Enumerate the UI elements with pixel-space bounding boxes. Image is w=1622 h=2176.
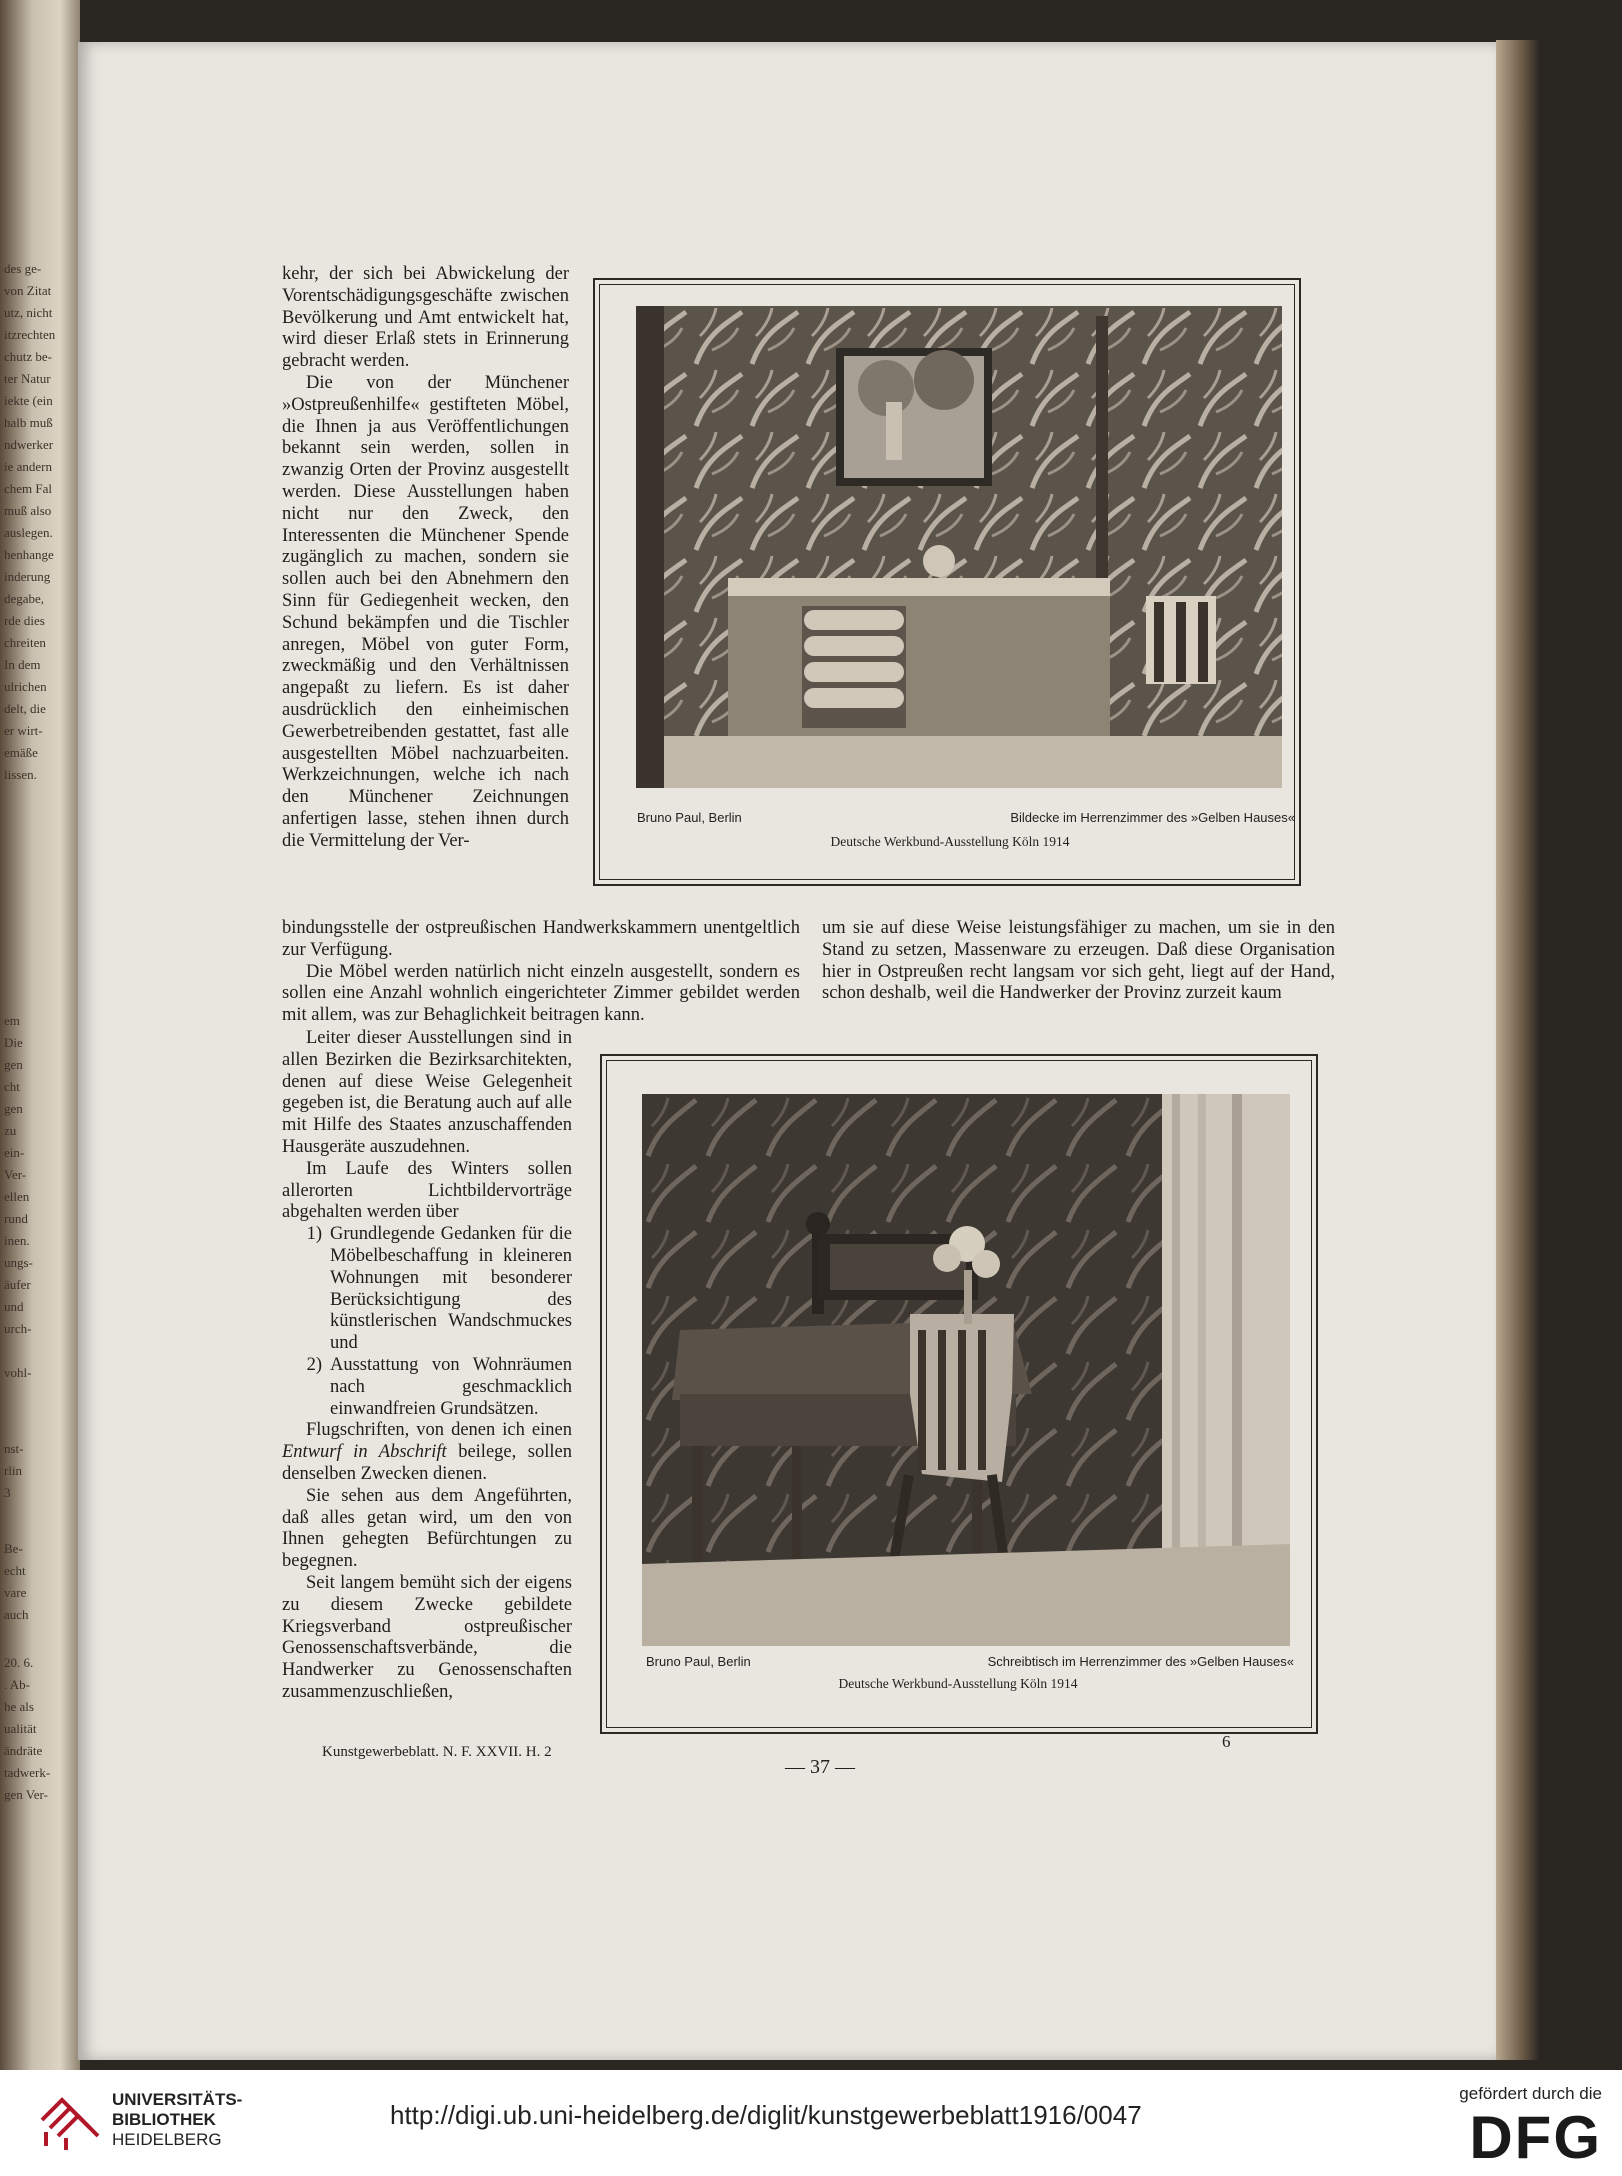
left-page-fragment-line: 3	[4, 1485, 11, 1500]
library-line-2: BIBLIOTHEK	[112, 2110, 216, 2129]
text-run: Flugschriften, von denen ich einen	[306, 1420, 572, 1441]
text-column-wide-left	[282, 918, 800, 1027]
left-page-fragment-line: gen Ver-	[4, 1787, 48, 1802]
left-page-fragment-line: rlin	[4, 1463, 23, 1478]
left-page-fragment-line: rde dies	[4, 613, 45, 628]
left-page-fragment-line: ter Natur	[4, 371, 51, 386]
text-column-wide-right	[822, 918, 1335, 1005]
paragraph: Im Laufe des Winters sollen allerorten Lichtbildervorträge abgehalten werden über	[282, 1158, 572, 1223]
left-page-fragment-line: ellen	[4, 1189, 30, 1204]
left-page-fragment-3	[4, 1362, 74, 1384]
left-page-fragment-line: chreiten	[4, 635, 46, 650]
left-page-fragment-line: urch-	[4, 1321, 32, 1336]
list-item	[282, 1224, 572, 1355]
list-text: Grundlegende Gedanken für die Möbelbeschaffung in kleineren Wohnungen mit besonderer Berücksichtigung des künstlerischen Wandschmuckes und	[330, 1224, 572, 1354]
photo-bildecke	[636, 306, 1282, 788]
figure1-title: Bildecke im Herrenzimmer des »Gelben Hauses«	[1010, 810, 1295, 825]
library-line-1: UNIVERSITÄTS-	[112, 2090, 243, 2109]
left-page-fragment-line: und	[4, 1299, 24, 1314]
text-column-left-top	[282, 264, 569, 853]
paragraph: Leiter dieser Ausstellungen sind in allen Bezirken die Bezirksarchitekten, denen auf diese Weise Gelegenheit gegeben ist, die Beratung auch auf alle mit Hilfe des Staates anzuschaffenden Hausgeräte auszudehnen.	[282, 1028, 572, 1157]
left-page-fragment-line: In dem	[4, 657, 41, 672]
library-name	[112, 2090, 242, 2150]
left-page-fragment-line: Be-	[4, 1541, 23, 1556]
left-page-fragment-line: rund	[4, 1211, 28, 1226]
left-page-fragment-line: ualität	[4, 1721, 37, 1736]
left-page-fragment-line: vare	[4, 1585, 27, 1600]
left-page-fragment-line: äufer	[4, 1277, 31, 1292]
left-page-fragment-line: muß also	[4, 503, 52, 518]
list-number: 2)	[306, 1354, 322, 1375]
paragraph: kehr, der sich bei Abwickelung der Vorentschädigungsgeschäfte zwischen Bevölkerung und Amt entwickelt hat, wird dieser Erlaß stets in Erinnerung gebracht werden.	[282, 264, 569, 372]
figure2-credit: Bruno Paul, Berlin	[646, 1654, 751, 1669]
signature-mark: 6	[1222, 1732, 1231, 1751]
left-page-fragment-line: des ge-	[4, 261, 42, 276]
left-page-fragment-line: itzrechten	[4, 327, 56, 342]
left-page-fragment-4	[4, 1438, 74, 1504]
paragraph: Seit langem bemüht sich der eigens zu diesem Zwecke gebildete Kriegsverband ostpreußischer Genossenschaftsverbände, die Handwerker zu Genossenschaften zusammenzuschließen,	[282, 1572, 572, 1702]
paragraph: Sie sehen aus dem Angeführten, daß alles getan wird, um den von Ihnen gehegten Befürchtungen zu begegnen.	[282, 1485, 572, 1572]
left-page-fragment-line: echt	[4, 1563, 26, 1578]
permalink-url[interactable]: http://digi.ub.uni-heidelberg.de/diglit/kunstgewerbeblatt1916/0047	[390, 2100, 1142, 2130]
left-page-fragment-line: gen	[4, 1101, 23, 1116]
left-page-fragment-5	[4, 1538, 74, 1626]
left-page-fragment-line: ungs-	[4, 1255, 33, 1270]
left-page-fragment-line: cht	[4, 1079, 20, 1094]
ub-heidelberg-logo-icon	[36, 2086, 102, 2156]
left-page-fragment-line: Die	[4, 1035, 23, 1050]
page-number: — 37 —	[785, 1756, 855, 1778]
left-page-fragment-line: ein-	[4, 1145, 25, 1160]
left-page-fragment-2	[4, 1010, 74, 1340]
photo-schreibtisch-image	[642, 1094, 1290, 1646]
paragraph: Die von der Münchener »Ostpreußenhilfe« gestifteten Möbel, die Ihnen ja aus Veröffentlichungen bekannt sein werden, sollen in zwanzig Orten der Provinz ausgestellt werden. Diese Ausstellungen haben nicht nur den Zweck, den Interessenten die Münchener Spende zugänglich zu machen, sondern sie sollen auch bei den Abnehmern den Sinn für Gediegenheit wecken, den Schund bekämpfen und die Tischler anregen, Möbel von guter Form, zweckmäßig und den Verhältnissen angepaßt zu liefern. Es ist daher ausdrücklich den einheimischen Gewerbetreibenden gestattet, fast alle ausgestellten Möbel nachzuarbeiten. Werkzeichnungen, welche ich nach den Münchener Zeichnungen anfertigen lasse, stehen ihnen durch die Vermittelung der Ver-	[282, 372, 569, 851]
left-page-fragment-line: iekte (ein	[4, 393, 53, 408]
list-number: 1)	[306, 1224, 322, 1245]
left-page-fragment-line: ändräte	[4, 1743, 43, 1758]
figure2-exhibition: Deutsche Werkbund-Ausstellung Köln 1914	[838, 1676, 1078, 1691]
left-page-fragment-line: chem Fal	[4, 481, 53, 496]
left-page-edge	[0, 0, 80, 2070]
left-page-fragment-line: tadwerk-	[4, 1765, 51, 1780]
emphasis: Entwurf in Abschrift	[282, 1442, 447, 1463]
left-page-fragment-line: halb muß	[4, 415, 53, 430]
list-item	[282, 1355, 572, 1420]
figure2-title: Schreibtisch im Herrenzimmer des »Gelben Hauses«	[987, 1654, 1294, 1669]
funded-by-label: gefördert durch die	[1459, 2084, 1602, 2103]
left-page-fragment-line: ndwerker	[4, 437, 54, 452]
left-page-fragment-line: nst-	[4, 1441, 24, 1456]
left-page-fragment-line: he als	[4, 1699, 34, 1714]
left-page-fragment-6	[4, 1652, 74, 1806]
left-page-fragment-line: chutz be-	[4, 349, 53, 364]
left-page-fragment-line: gen	[4, 1057, 23, 1072]
left-page-fragment-line: emäße	[4, 745, 38, 760]
paragraph: bindungsstelle der ostpreußischen Handwerkskammern unentgeltlich zur Verfügung.	[282, 918, 800, 960]
list-text: Ausstattung von Wohnräumen nach geschmacklich einwandfreien Grundsätzen.	[330, 1354, 572, 1419]
left-page-fragment-line: ulrichen	[4, 679, 47, 694]
text-column-left-bottom	[282, 1028, 572, 1704]
journal-reference: Kunstgewerbeblatt. N. F. XXVII. H. 2	[322, 1744, 552, 1760]
left-page-fragment-line: auslegen.	[4, 525, 53, 540]
left-page-fragment-line: Ver-	[4, 1167, 27, 1182]
library-line-3: HEIDELBERG	[112, 2130, 222, 2149]
left-page-fragment-1	[4, 258, 74, 786]
figure1-credit: Bruno Paul, Berlin	[637, 810, 742, 825]
paragraph: Die Möbel werden natürlich nicht einzeln ausgestellt, sondern es sollen eine Anzahl wohnlich eingerichteter Zimmer gebildet werden mit allem, was zur Behaglichkeit beitragen kann.	[282, 961, 800, 1026]
left-page-fragment-line: von Zitat	[4, 283, 52, 298]
left-page-fragment-line: . Ab-	[4, 1677, 30, 1692]
left-page-fragment-line: vohl-	[4, 1365, 32, 1380]
left-page-fragment-line: zu	[4, 1123, 17, 1138]
left-page-fragment-line: henhange	[4, 547, 54, 562]
left-page-fragment-line: inderung	[4, 569, 51, 584]
left-page-fragment-line: inen.	[4, 1233, 30, 1248]
left-page-fragment-line: auch	[4, 1607, 29, 1622]
paragraph	[282, 1420, 572, 1485]
left-page-fragment-line: em	[4, 1013, 20, 1028]
left-page-fragment-line: degabe,	[4, 591, 45, 606]
page-edge-shadow	[1496, 40, 1540, 2060]
left-page-fragment-line: utz, nicht	[4, 305, 53, 320]
text-run: beilege, sollen denselben Zwecken dienen.	[282, 1442, 572, 1484]
left-page-fragment-line: ie andern	[4, 459, 53, 474]
photo-bildecke-image	[636, 306, 1282, 788]
figure1-exhibition: Deutsche Werkbund-Ausstellung Köln 1914	[830, 834, 1070, 849]
photo-schreibtisch	[642, 1094, 1290, 1646]
left-page-fragment-line: er wirt-	[4, 723, 43, 738]
left-page-fragment-line: delt, die	[4, 701, 46, 716]
left-page-fragment-line: lissen.	[4, 767, 37, 782]
left-page-fragment-line: 20. 6.	[4, 1655, 34, 1670]
paragraph: um sie auf diese Weise leistungsfähiger zu machen, um sie in den Stand zu setzen, Massenware zu erzeugen. Daß diese Organisation hier in Ostpreußen recht langsam vor sich geht, liegt auf der Hand, schon deshalb, weil die Handwerker der Provinz zurzeit kaum	[822, 918, 1335, 1004]
dfg-logo: DFG	[1469, 2104, 1602, 2171]
